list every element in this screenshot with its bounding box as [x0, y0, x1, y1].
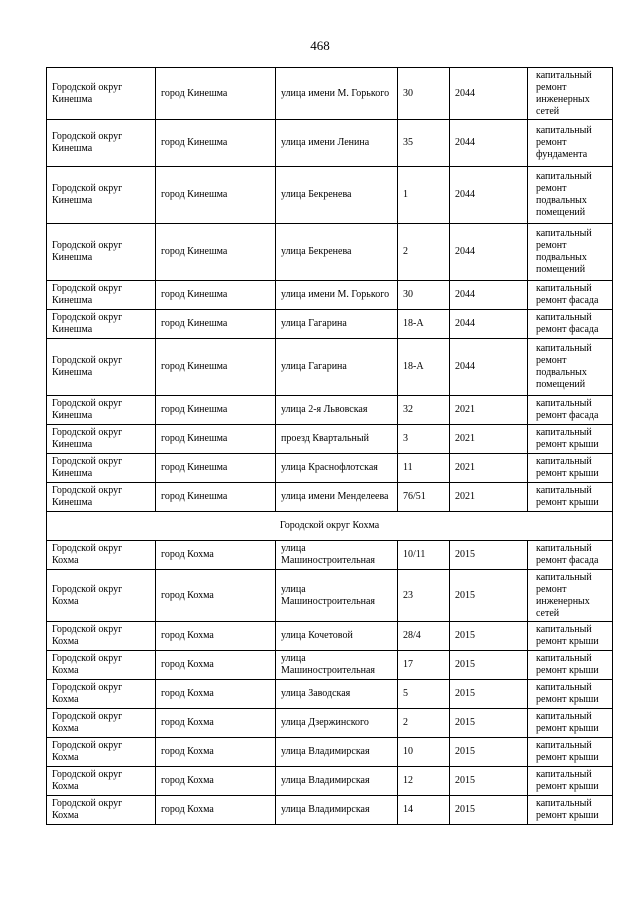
- house-number-cell: 30: [398, 68, 450, 120]
- city-cell: город Кохма: [156, 767, 276, 796]
- section-title: Городской округ Кохма: [47, 512, 613, 541]
- page-number: 468: [310, 38, 330, 53]
- city-cell: город Кохма: [156, 651, 276, 680]
- city-cell: город Кинешма: [156, 339, 276, 396]
- city-cell: город Кохма: [156, 709, 276, 738]
- street-cell: улица Машиностроительная: [276, 651, 398, 680]
- city-cell: город Кохма: [156, 622, 276, 651]
- work-type-cell: капитальный ремонт крыши: [528, 651, 613, 680]
- district-cell: Городской округ Кинешма: [47, 396, 156, 425]
- work-type-cell: капитальный ремонт фундамента: [528, 120, 613, 167]
- house-number-cell: 28/4: [398, 622, 450, 651]
- house-number-cell: 10/11: [398, 541, 450, 570]
- register-table: [46, 67, 613, 825]
- city-cell: город Кохма: [156, 541, 276, 570]
- city-cell: город Кинешма: [156, 454, 276, 483]
- table-row: [47, 425, 613, 454]
- house-number-cell: 76/51: [398, 483, 450, 512]
- year-cell: 2021: [450, 396, 528, 425]
- year-cell: 2044: [450, 310, 528, 339]
- year-cell: 2015: [450, 651, 528, 680]
- house-number-cell: 5: [398, 680, 450, 709]
- district-cell: Городской округ Кохма: [47, 680, 156, 709]
- street-cell: улица имени Ленина: [276, 120, 398, 167]
- street-cell: улица имени М. Горького: [276, 68, 398, 120]
- district-cell: Городской округ Кохма: [47, 738, 156, 767]
- work-type-cell: капитальный ремонт подвальных помещений: [528, 167, 613, 224]
- district-cell: Городской округ Кинешма: [47, 483, 156, 512]
- work-type-cell: капитальный ремонт фасада: [528, 396, 613, 425]
- year-cell: 2015: [450, 738, 528, 767]
- house-number-cell: 18-А: [398, 339, 450, 396]
- district-cell: Городской округ Кинешма: [47, 120, 156, 167]
- street-cell: улица Гагарина: [276, 339, 398, 396]
- year-cell: 2015: [450, 709, 528, 738]
- table-row: [47, 541, 613, 570]
- city-cell: город Кохма: [156, 570, 276, 622]
- district-cell: Городской округ Кохма: [47, 767, 156, 796]
- table-row: [47, 570, 613, 622]
- street-cell: улица 2-я Львовская: [276, 396, 398, 425]
- street-cell: улица Гагарина: [276, 310, 398, 339]
- table-row: [47, 339, 613, 396]
- work-type-cell: капитальный ремонт крыши: [528, 709, 613, 738]
- district-cell: Городской округ Кинешма: [47, 68, 156, 120]
- house-number-cell: 1: [398, 167, 450, 224]
- house-number-cell: 30: [398, 281, 450, 310]
- year-cell: 2044: [450, 281, 528, 310]
- work-type-cell: капитальный ремонт фасада: [528, 281, 613, 310]
- street-cell: улица имени Менделеева: [276, 483, 398, 512]
- table-row: [47, 483, 613, 512]
- street-cell: улица Машиностроительная: [276, 570, 398, 622]
- work-type-cell: капитальный ремонт крыши: [528, 483, 613, 512]
- city-cell: город Кинешма: [156, 310, 276, 339]
- year-cell: 2015: [450, 622, 528, 651]
- city-cell: город Кинешма: [156, 68, 276, 120]
- table-row: [47, 281, 613, 310]
- street-cell: улица имени М. Горького: [276, 281, 398, 310]
- year-cell: 2021: [450, 425, 528, 454]
- work-type-cell: капитальный ремонт крыши: [528, 767, 613, 796]
- street-cell: улица Бекренева: [276, 167, 398, 224]
- work-type-cell: капитальный ремонт инженерных сетей: [528, 570, 613, 622]
- house-number-cell: 17: [398, 651, 450, 680]
- table-row: [47, 68, 613, 120]
- table-row: [47, 454, 613, 483]
- house-number-cell: 23: [398, 570, 450, 622]
- year-cell: 2015: [450, 541, 528, 570]
- street-cell: проезд Квартальный: [276, 425, 398, 454]
- street-cell: улица Кочетовой: [276, 622, 398, 651]
- table-row: [47, 396, 613, 425]
- city-cell: город Кохма: [156, 680, 276, 709]
- work-type-cell: капитальный ремонт крыши: [528, 454, 613, 483]
- city-cell: город Кохма: [156, 738, 276, 767]
- district-cell: Городской округ Кинешма: [47, 454, 156, 483]
- district-cell: Городской округ Кохма: [47, 796, 156, 825]
- house-number-cell: 32: [398, 396, 450, 425]
- year-cell: 2015: [450, 680, 528, 709]
- street-cell: улица Владимирская: [276, 796, 398, 825]
- district-cell: Городской округ Кинешма: [47, 167, 156, 224]
- year-cell: 2015: [450, 796, 528, 825]
- table-row: [47, 796, 613, 825]
- district-cell: Городской округ Кинешма: [47, 339, 156, 396]
- city-cell: город Кинешма: [156, 483, 276, 512]
- street-cell: улица Бекренева: [276, 224, 398, 281]
- work-type-cell: капитальный ремонт фасада: [528, 310, 613, 339]
- street-cell: улица Машиностроительная: [276, 541, 398, 570]
- district-cell: Городской округ Кохма: [47, 541, 156, 570]
- district-cell: Городской округ Кинешма: [47, 281, 156, 310]
- house-number-cell: 2: [398, 709, 450, 738]
- section-header-row: [47, 512, 613, 541]
- city-cell: город Кинешма: [156, 120, 276, 167]
- year-cell: 2044: [450, 68, 528, 120]
- table-row: [47, 224, 613, 281]
- street-cell: улица Заводская: [276, 680, 398, 709]
- year-cell: 2044: [450, 339, 528, 396]
- year-cell: 2021: [450, 483, 528, 512]
- city-cell: город Кинешма: [156, 396, 276, 425]
- work-type-cell: капитальный ремонт подвальных помещений: [528, 339, 613, 396]
- work-type-cell: капитальный ремонт крыши: [528, 425, 613, 454]
- work-type-cell: капитальный ремонт крыши: [528, 738, 613, 767]
- table-row: [47, 680, 613, 709]
- street-cell: улица Владимирская: [276, 767, 398, 796]
- house-number-cell: 2: [398, 224, 450, 281]
- street-cell: улица Владимирская: [276, 738, 398, 767]
- work-type-cell: капитальный ремонт фасада: [528, 541, 613, 570]
- district-cell: Городской округ Кохма: [47, 709, 156, 738]
- work-type-cell: капитальный ремонт крыши: [528, 796, 613, 825]
- city-cell: город Кинешма: [156, 167, 276, 224]
- street-cell: улица Краснофлотская: [276, 454, 398, 483]
- work-type-cell: капитальный ремонт инженерных сетей: [528, 68, 613, 120]
- city-cell: город Кинешма: [156, 281, 276, 310]
- table-row: [47, 622, 613, 651]
- district-cell: Городской округ Кинешма: [47, 310, 156, 339]
- year-cell: 2044: [450, 167, 528, 224]
- city-cell: город Кохма: [156, 796, 276, 825]
- register-table-body: [47, 68, 613, 825]
- house-number-cell: 11: [398, 454, 450, 483]
- table-row: [47, 310, 613, 339]
- year-cell: 2015: [450, 767, 528, 796]
- district-cell: Городской округ Кохма: [47, 651, 156, 680]
- work-type-cell: капитальный ремонт крыши: [528, 680, 613, 709]
- year-cell: 2044: [450, 120, 528, 167]
- street-cell: улица Дзержинского: [276, 709, 398, 738]
- house-number-cell: 12: [398, 767, 450, 796]
- house-number-cell: 18-А: [398, 310, 450, 339]
- house-number-cell: 14: [398, 796, 450, 825]
- work-type-cell: капитальный ремонт крыши: [528, 622, 613, 651]
- district-cell: Городской округ Кохма: [47, 570, 156, 622]
- city-cell: город Кинешма: [156, 224, 276, 281]
- district-cell: Городской округ Кинешма: [47, 224, 156, 281]
- city-cell: город Кинешма: [156, 425, 276, 454]
- table-row: [47, 167, 613, 224]
- house-number-cell: 10: [398, 738, 450, 767]
- table-row: [47, 709, 613, 738]
- district-cell: Городской округ Кохма: [47, 622, 156, 651]
- house-number-cell: 3: [398, 425, 450, 454]
- district-cell: Городской округ Кинешма: [47, 425, 156, 454]
- table-row: [47, 767, 613, 796]
- table-row: [47, 120, 613, 167]
- year-cell: 2015: [450, 570, 528, 622]
- year-cell: 2021: [450, 454, 528, 483]
- table-row: [47, 738, 613, 767]
- table-row: [47, 651, 613, 680]
- work-type-cell: капитальный ремонт подвальных помещений: [528, 224, 613, 281]
- year-cell: 2044: [450, 224, 528, 281]
- house-number-cell: 35: [398, 120, 450, 167]
